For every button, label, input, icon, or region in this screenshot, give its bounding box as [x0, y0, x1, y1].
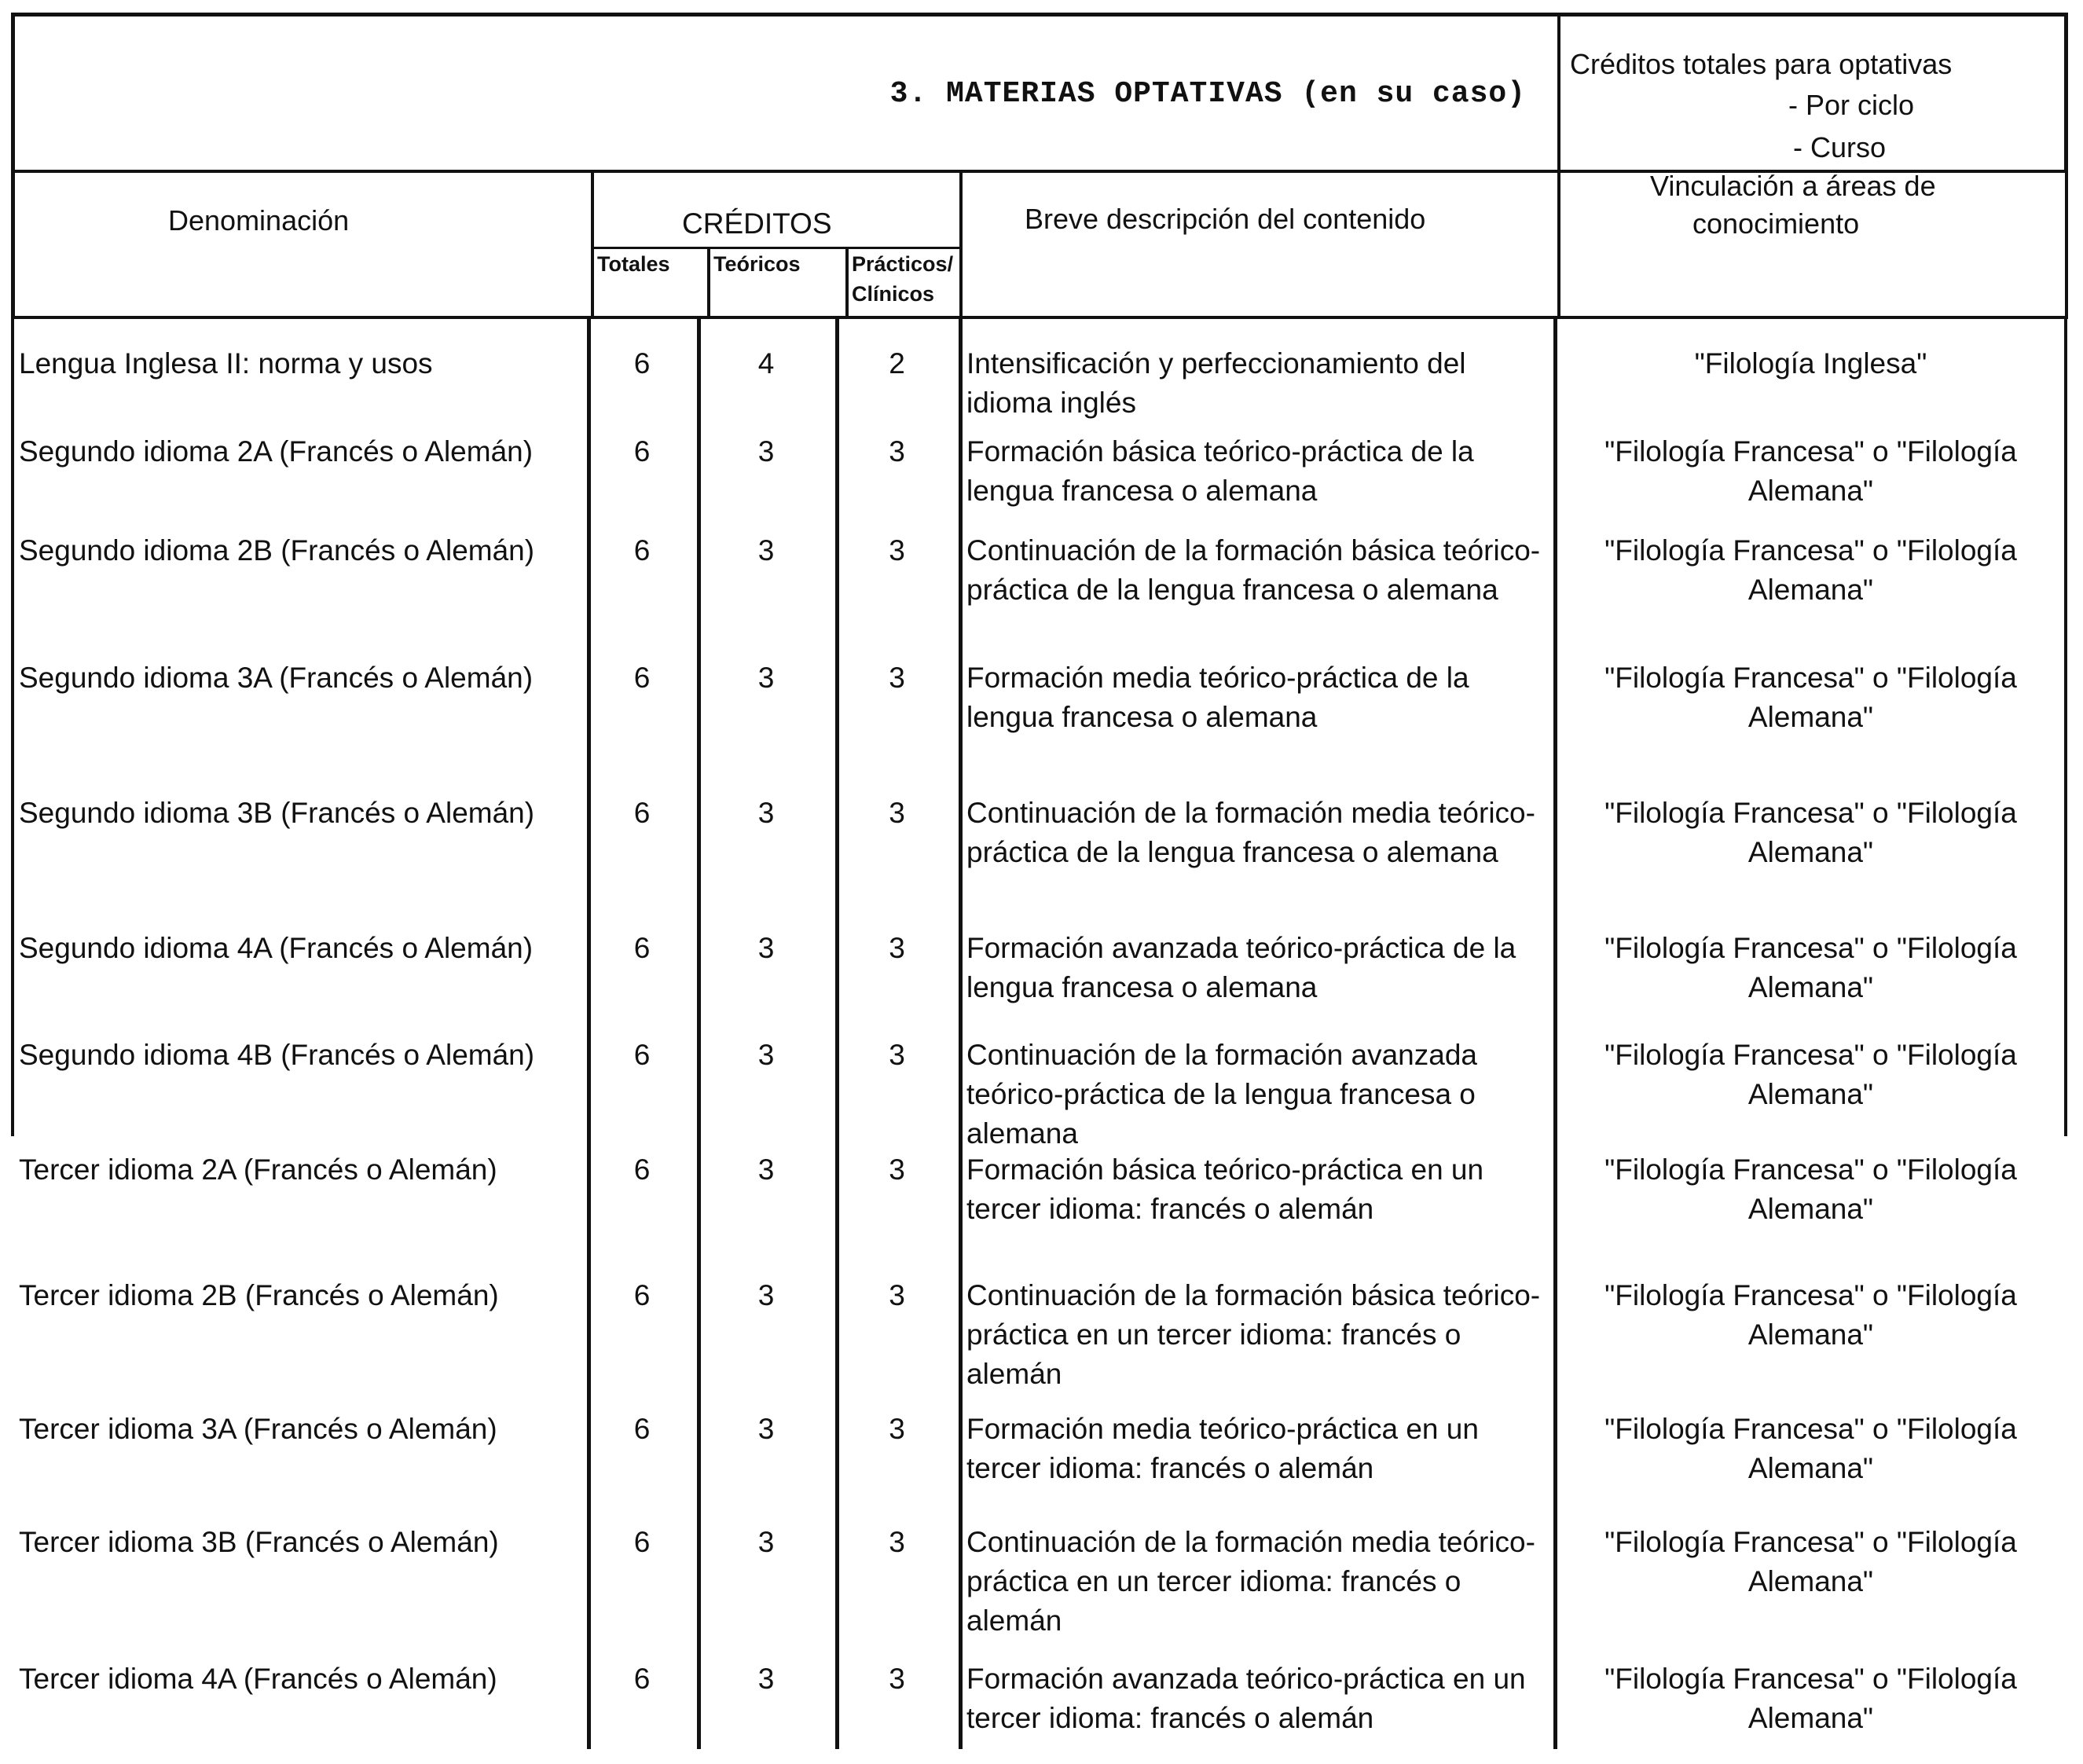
- row-totales: 6: [633, 1153, 651, 1186]
- column-header-totales: [594, 247, 707, 316]
- row-vinculacion: "Filología Francesa" o "Filología Alemana": [1604, 797, 2017, 868]
- practicos-label: Prácticos/: [852, 252, 954, 276]
- row-denominacion: Segundo idioma 3B (Francés o Alemán): [19, 797, 535, 829]
- row-vinculacion: "Filología Francesa" o "Filología Alemana": [1604, 534, 2017, 606]
- curso-label: - Curso: [1793, 131, 1887, 163]
- row-practicos: 3: [889, 435, 905, 468]
- row-vinculacion: "Filología Francesa" o "Filología Alemana": [1604, 1663, 2017, 1734]
- row-teoricos: 3: [757, 932, 775, 964]
- optativas-credits-label: Créditos totales para optativas: [1570, 48, 1953, 80]
- row-descripcion: Formación avanzada teórico-práctica de la lengua francesa o alemana: [966, 932, 1516, 1003]
- row-practicos: 3: [889, 797, 905, 829]
- row-practicos: 3: [889, 1526, 905, 1558]
- column-header-vinculacion: [1557, 170, 2064, 316]
- row-totales: 6: [633, 1663, 651, 1695]
- row-descripcion: Intensificación y perfeccionamiento del idioma inglés: [966, 347, 1466, 419]
- row-totales: 6: [633, 534, 651, 567]
- row-teoricos: 3: [757, 662, 775, 694]
- row-descripcion: Continuación de la formación básica teórico-práctica de la lengua francesa o alemana: [966, 534, 1541, 606]
- row-vinculacion: "Filología Francesa" o "Filología Alemana": [1604, 1526, 2017, 1597]
- row-vinculacion: "Filología Francesa" o "Filología Alemana": [1604, 662, 2017, 733]
- row-practicos: 2: [889, 347, 905, 380]
- clinicos-label: Clínicos: [852, 282, 935, 306]
- row-teoricos: 3: [757, 797, 775, 829]
- table-border-left: [11, 319, 14, 1136]
- row-denominacion: Tercer idioma 3B (Francés o Alemán): [19, 1526, 499, 1558]
- row-descripcion: Formación básica teórico-práctica en un tercer idioma: francés o alemán: [966, 1153, 1484, 1225]
- row-totales: 6: [633, 1526, 651, 1558]
- column-header-denominacion: Denominación: [168, 204, 350, 237]
- column-header-creditos: CRÉDITOS: [682, 207, 832, 240]
- row-denominacion: Tercer idioma 2A (Francés o Alemán): [19, 1153, 497, 1186]
- table-body: [11, 319, 2068, 1749]
- row-teoricos: 4: [757, 347, 775, 380]
- row-descripcion: Continuación de la formación media teórico-práctica de la lengua francesa o alemana: [966, 797, 1535, 868]
- row-descripcion: Formación básica teórico-práctica de la lengua francesa o alemana: [966, 435, 1474, 507]
- row-totales: 6: [633, 435, 651, 468]
- row-practicos: 3: [889, 534, 905, 567]
- teoricos-label: Teóricos: [713, 252, 801, 276]
- row-denominacion: Segundo idioma 2B (Francés o Alemán): [19, 534, 535, 567]
- table-column-headers: [11, 170, 2068, 319]
- row-descripcion: Continuación de la formación básica teórico-práctica en un tercer idioma: francés o alemán: [966, 1279, 1541, 1390]
- por-ciclo-label: - Por ciclo: [1788, 89, 1915, 121]
- row-teoricos: 3: [757, 1663, 775, 1695]
- row-descripcion: Formación media teórico-práctica en un tercer idioma: francés o alemán: [966, 1413, 1479, 1484]
- row-teoricos: 3: [757, 1039, 775, 1071]
- row-practicos: 3: [889, 1153, 905, 1186]
- row-totales: 6: [633, 347, 651, 380]
- row-descripcion: Formación avanzada teórico-práctica en un tercer idioma: francés o alemán: [966, 1663, 1526, 1734]
- row-totales: 6: [633, 1279, 651, 1311]
- document-page: [11, 13, 2068, 1749]
- row-totales: 6: [633, 932, 651, 964]
- row-vinculacion: "Filología Francesa" o "Filología Alemana": [1604, 1279, 2017, 1351]
- column-group-creditos: [591, 170, 963, 316]
- row-denominacion: Segundo idioma 4A (Francés o Alemán): [19, 932, 534, 964]
- row-teoricos: 3: [757, 1413, 775, 1445]
- row-vinculacion: "Filología Francesa" o "Filología Alemana": [1604, 1153, 2017, 1225]
- row-totales: 6: [633, 1413, 651, 1445]
- totales-label: Totales: [597, 252, 670, 276]
- table-border-right: [2064, 319, 2067, 1136]
- row-teoricos: 3: [757, 1279, 775, 1311]
- row-vinculacion: "Filología Inglesa": [1694, 347, 1927, 380]
- row-descripcion: Continuación de la formación media teórico-práctica en un tercer idioma: francés o alemán: [966, 1526, 1535, 1637]
- row-teoricos: 3: [757, 1526, 775, 1558]
- optativas-credits-box: [1557, 17, 2064, 171]
- vinculacion-label-line1: Vinculación a áreas de: [1650, 170, 1936, 202]
- row-vinculacion: "Filología Francesa" o "Filología Alemana": [1604, 1039, 2017, 1110]
- row-denominacion: Segundo idioma 4B (Francés o Alemán): [19, 1039, 535, 1071]
- row-teoricos: 3: [757, 1153, 775, 1186]
- row-practicos: 3: [889, 662, 905, 694]
- row-denominacion: Segundo idioma 2A (Francés o Alemán): [19, 435, 534, 468]
- column-header-teoricos: [707, 247, 845, 316]
- row-vinculacion: "Filología Francesa" o "Filología Alemana": [1604, 932, 2017, 1003]
- row-denominacion: Tercer idioma 4A (Francés o Alemán): [19, 1663, 497, 1695]
- row-totales: 6: [633, 797, 651, 829]
- row-totales: 6: [633, 1039, 651, 1071]
- row-descripcion: Formación media teórico-práctica de la lengua francesa o alemana: [966, 662, 1469, 733]
- row-denominacion: Segundo idioma 3A (Francés o Alemán): [19, 662, 534, 694]
- section-title: 3. MATERIAS OPTATIVAS (en su caso): [889, 76, 1526, 111]
- row-vinculacion: "Filología Francesa" o "Filología Alemana": [1604, 1413, 2017, 1484]
- row-denominacion: Lengua Inglesa II: norma y usos: [19, 347, 433, 380]
- row-denominacion: Tercer idioma 3A (Francés o Alemán): [19, 1413, 497, 1445]
- row-teoricos: 3: [757, 534, 775, 567]
- row-teoricos: 3: [757, 435, 775, 468]
- row-practicos: 3: [889, 932, 905, 964]
- section-header: [11, 13, 2068, 173]
- column-header-practicos: [845, 247, 959, 316]
- row-practicos: 3: [889, 1039, 905, 1071]
- row-practicos: 3: [889, 1663, 905, 1695]
- row-vinculacion: "Filología Francesa" o "Filología Alemana": [1604, 435, 2017, 507]
- row-practicos: 3: [889, 1413, 905, 1445]
- column-header-descripcion: Breve descripción del contenido: [1025, 203, 1426, 235]
- vinculacion-label-line2: conocimiento: [1692, 207, 1860, 240]
- row-totales: 6: [633, 662, 651, 694]
- column-divider: [959, 319, 963, 1749]
- row-denominacion: Tercer idioma 2B (Francés o Alemán): [19, 1279, 499, 1311]
- row-descripcion: Continuación de la formación avanzada teórico-práctica de la lengua francesa o alemana: [966, 1039, 1477, 1150]
- row-practicos: 3: [889, 1279, 905, 1311]
